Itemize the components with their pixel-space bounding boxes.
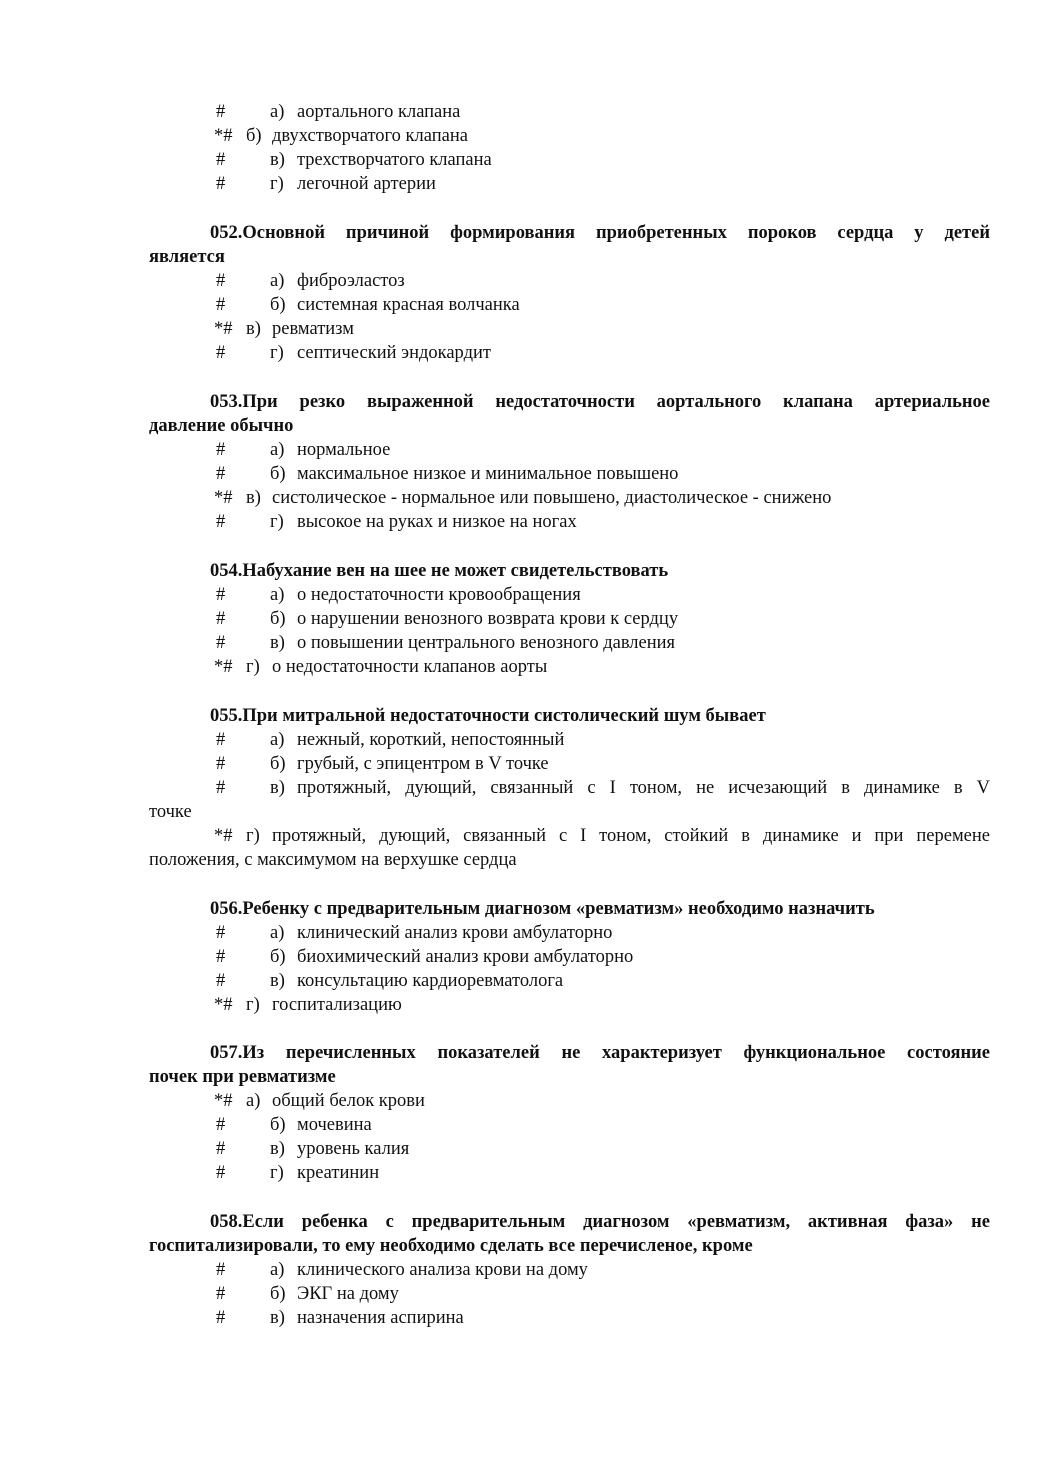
option-letter: г) (270, 512, 284, 532)
option-letter: б) (270, 609, 286, 629)
option-marker: # (216, 464, 226, 484)
question-title (0, 390, 1039, 414)
question-title-continued (0, 245, 1039, 269)
option-marker: # (216, 343, 226, 363)
option-marker: # (216, 1308, 226, 1328)
question-title (0, 221, 1039, 245)
option-text: системная красная волчанка (297, 295, 520, 315)
option-marker: *# (214, 826, 233, 846)
option-text: о недостаточности клапанов аорты (272, 657, 548, 677)
option-marker: # (216, 1163, 226, 1183)
option-marker: *# (214, 1091, 233, 1111)
answer-option (0, 1282, 1039, 1306)
question-title-line: госпитализировали, то ему необходимо сделать все перечисленое, кроме (149, 1236, 753, 1256)
option-marker: # (216, 150, 226, 170)
option-letter: а) (270, 102, 285, 122)
answer-option (0, 1161, 1039, 1185)
option-marker: *# (214, 488, 233, 508)
option-marker: *# (214, 126, 233, 146)
answer-option (0, 341, 1039, 365)
option-marker: *# (214, 995, 233, 1015)
option-letter: а) (270, 923, 285, 943)
option-text: фиброэластоз (297, 271, 405, 291)
option-text: грубый, с эпицентром в V точке (297, 754, 549, 774)
option-text: ЭКГ на дому (297, 1284, 399, 1304)
answer-option (0, 269, 1039, 293)
question-title (0, 897, 1039, 921)
option-text: общий белок крови (272, 1091, 425, 1111)
option-text: мочевина (297, 1115, 372, 1135)
option-marker: *# (214, 657, 233, 677)
answer-option-correct (0, 486, 1039, 510)
question-title-continued (0, 414, 1039, 438)
question-title (0, 559, 1039, 583)
option-text: клинического анализа крови на дому (297, 1260, 588, 1280)
option-text-wrap: точке (149, 802, 192, 822)
answer-option (0, 100, 1039, 124)
answer-option (0, 172, 1039, 196)
answer-option-correct (0, 993, 1039, 1017)
answer-option-correct (0, 317, 1039, 341)
option-letter: в) (246, 488, 261, 508)
question-title-line: давление обычно (149, 416, 294, 436)
option-text: уровень калия (297, 1139, 410, 1159)
answer-option-correct (0, 824, 1039, 848)
option-text: креатинин (297, 1163, 380, 1183)
option-marker: *# (214, 319, 233, 339)
option-text: назначения аспирина (297, 1308, 464, 1328)
option-letter: в) (270, 1308, 285, 1328)
question-title-line: 056.Ребенку с предварительным диагнозом «ревматизм» необходимо назначить (210, 899, 875, 919)
option-text-continued (0, 800, 1039, 824)
option-marker: # (216, 102, 226, 122)
option-marker: # (216, 271, 226, 291)
answer-option (0, 462, 1039, 486)
option-marker: # (216, 1284, 226, 1304)
option-letter: в) (270, 971, 285, 991)
option-text: ревматизм (272, 319, 354, 339)
question-title-line: является (149, 247, 225, 267)
option-letter: а) (270, 730, 285, 750)
answer-option (0, 148, 1039, 172)
option-marker: # (216, 754, 226, 774)
answer-option-correct (0, 655, 1039, 679)
option-text: максимальное низкое и минимальное повышено (297, 464, 679, 484)
option-marker: # (216, 971, 226, 991)
option-marker: # (216, 730, 226, 750)
answer-option (0, 293, 1039, 317)
question-title-continued (0, 1065, 1039, 1089)
option-marker: # (216, 1115, 226, 1135)
option-text: консультацию кардиоревматолога (297, 971, 564, 991)
option-marker: # (216, 585, 226, 605)
option-marker: # (216, 778, 226, 798)
option-text-wrap: положения, с максимумом на верхушке сердца (149, 850, 517, 870)
question-title-continued (0, 1234, 1039, 1258)
option-letter: б) (270, 295, 286, 315)
answer-option (0, 510, 1039, 534)
option-text: высокое на руках и низкое на ногах (297, 512, 577, 532)
option-text: протяжный, дующий, связанный с I тоном, не исчезающий в динамике в V (297, 778, 990, 798)
option-letter: в) (246, 319, 261, 339)
question-title (0, 704, 1039, 728)
option-letter: г) (246, 657, 260, 677)
option-text-continued (0, 848, 1039, 872)
question-title-line: 054.Набухание вен на шее не может свидетельствовать (210, 561, 669, 581)
answer-option (0, 583, 1039, 607)
option-marker: # (216, 633, 226, 653)
question-title (0, 1041, 1039, 1065)
option-letter: г) (270, 343, 284, 363)
option-letter: г) (246, 995, 260, 1015)
option-marker: # (216, 174, 226, 194)
option-text: двухстворчатого клапана (272, 126, 468, 146)
option-letter: б) (246, 126, 262, 146)
option-letter: г) (270, 174, 284, 194)
option-marker: # (216, 1260, 226, 1280)
answer-option (0, 728, 1039, 752)
option-letter: а) (246, 1091, 261, 1111)
option-letter: б) (270, 947, 286, 967)
answer-option (0, 1306, 1039, 1330)
option-text: легочной артерии (297, 174, 436, 194)
option-letter: б) (270, 1284, 286, 1304)
answer-option (0, 921, 1039, 945)
question-title-line: 052.Основной причиной формирования приобретенных пороков сердца у детей (210, 223, 990, 243)
answer-option (0, 631, 1039, 655)
option-letter: в) (270, 150, 285, 170)
option-text: клинический анализ крови амбулаторно (297, 923, 613, 943)
answer-option (0, 945, 1039, 969)
option-letter: а) (270, 585, 285, 605)
option-text: о недостаточности кровообращения (297, 585, 581, 605)
question-title-line: почек при ревматизме (149, 1067, 336, 1087)
answer-option-correct (0, 1089, 1039, 1113)
option-marker: # (216, 512, 226, 532)
option-marker: # (216, 947, 226, 967)
option-letter: а) (270, 440, 285, 460)
option-marker: # (216, 1139, 226, 1159)
option-marker: # (216, 609, 226, 629)
question-title-line: 057.Из перечисленных показателей не характеризует функциональное состояние (210, 1043, 990, 1063)
option-marker: # (216, 440, 226, 460)
answer-option (0, 1113, 1039, 1137)
option-letter: г) (270, 1163, 284, 1183)
option-text: протяжный, дующий, связанный с I тоном, стойкий в динамике и при перемене (272, 826, 990, 846)
answer-option-correct (0, 124, 1039, 148)
option-text: о нарушении венозного возврата крови к сердцу (297, 609, 679, 629)
option-letter: в) (270, 1139, 285, 1159)
question-title (0, 1210, 1039, 1234)
option-text: нежный, короткий, непостоянный (297, 730, 565, 750)
option-text: аортального клапана (297, 102, 461, 122)
option-text: биохимический анализ крови амбулаторно (297, 947, 634, 967)
answer-option (0, 776, 1039, 800)
option-marker: # (216, 923, 226, 943)
option-letter: а) (270, 1260, 285, 1280)
option-text: госпитализацию (272, 995, 402, 1015)
answer-option (0, 752, 1039, 776)
option-text: систолическое - нормальное или повышено, диастолическое - снижено (272, 488, 832, 508)
option-letter: б) (270, 1115, 286, 1135)
option-text: трехстворчатого клапана (297, 150, 492, 170)
answer-option (0, 1258, 1039, 1282)
question-title-line: 055.При митральной недостаточности систолический шум бывает (210, 706, 766, 726)
answer-option (0, 969, 1039, 993)
option-letter: в) (270, 778, 285, 798)
option-letter: г) (246, 826, 260, 846)
option-text: септический эндокардит (297, 343, 491, 363)
answer-option (0, 1137, 1039, 1161)
answer-option (0, 438, 1039, 462)
option-text: нормальное (297, 440, 391, 460)
option-letter: б) (270, 754, 286, 774)
question-title-line: 058.Если ребенка с предварительным диагнозом «ревматизм, активная фаза» не (210, 1212, 990, 1232)
option-letter: б) (270, 464, 286, 484)
option-marker: # (216, 295, 226, 315)
option-letter: в) (270, 633, 285, 653)
answer-option (0, 607, 1039, 631)
question-title-line: 053.При резко выраженной недостаточности аортального клапана артериальное (210, 392, 990, 412)
option-letter: а) (270, 271, 285, 291)
option-text: о повышении центрального венозного давления (297, 633, 676, 653)
